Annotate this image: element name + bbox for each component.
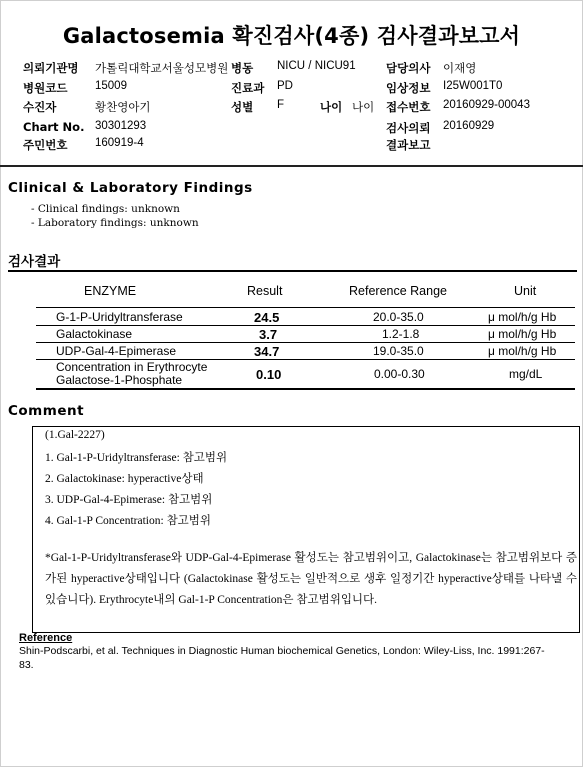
chart-no-value: 30301293 [95,120,147,132]
col-header-result: Result [247,284,283,298]
col-header-range: Reference Range [349,284,447,298]
report-date-label: 결과보고 [386,138,431,152]
row3-unit: μ mol/h/g Hb [488,344,557,358]
row3-enzyme: UDP-Gal-4-Epimerase [56,344,177,358]
col-header-enzyme: ENZYME [84,284,137,298]
ward-label: 병동 [231,61,254,75]
row1-range: 20.0-35.0 [373,310,424,324]
col-header-unit: Unit [514,284,537,298]
chart-no-label: Chart No. [23,120,85,134]
hospital-code-value: 15009 [95,80,127,92]
doctor-value: 이재영 [443,61,477,75]
reference-heading: Reference [19,632,73,644]
table-bottom-rule [36,388,575,390]
comment-line: 1. Gal-1-P-Uridyltransferase: 참고범위 [45,452,228,464]
clinical-findings: - Clinical findings: unknown [31,203,180,215]
report-title: Galactosemia 확진검사(4종) 검사결과보고서 [62,24,521,48]
results-heading: 검사결과 [8,254,61,270]
row3-range: 19.0-35.0 [373,344,424,358]
request-date-value: 20160929 [443,120,495,132]
row3-result: 34.7 [254,344,280,359]
row2-enzyme: Galactokinase [56,327,133,341]
comment-line: (1.Gal-2227) [45,429,105,441]
hospital-code-label: 병원코드 [23,81,68,95]
ward-value: NICU / NICU91 [277,60,356,72]
results-top-rule [8,270,577,272]
comment-line: 2. Galactokinase: hyperactive상태 [45,473,204,485]
row1-enzyme: G-1-P-Uridyltransferase [56,310,183,324]
clinical-info-value: I25W001T0 [443,80,503,92]
sex-value: F [277,99,285,111]
institution-value: 가톨릭대학교서울성모병원 [95,61,229,75]
row4-result: 0.10 [256,367,282,382]
table-rule [36,325,575,326]
clinical-info-label: 임상정보 [386,81,431,95]
dept-value: PD [277,80,293,92]
specimen-label: 수진자 [23,100,57,114]
header-divider [0,165,583,167]
age-value: 나이 [352,100,375,114]
reference-text: Shin-Podscarbi, et al. Techniques in Diagnostic Human biochemical Genetics, London: Wiley-Liss, Inc. 1991:267-83. [19,645,545,671]
laboratory-findings: - Laboratory findings: unknown [31,217,199,229]
row2-unit: μ mol/h/g Hb [488,327,557,341]
row1-result: 24.5 [254,310,280,325]
row4-unit: mg/dL [509,367,543,381]
institution-label: 의뢰기관명 [23,61,79,75]
receipt-no-value: 20160929-00043 [443,99,530,111]
specimen-value: 황찬영아기 [95,100,151,114]
findings-heading: Clinical & Laboratory Findings [8,180,253,196]
id-no-label: 주민번호 [23,138,68,152]
table-rule [36,307,575,308]
receipt-no-label: 접수번호 [386,100,431,114]
id-no-value: 160919-4 [95,137,144,149]
doctor-label: 담당의사 [386,61,431,75]
comment-heading: Comment [8,403,85,419]
age-label: 나이 [320,100,343,114]
comment-paragraph: *Gal-1-P-Uridyltransferase와 UDP-Gal-4-Epimerase 활성도는 참고범위이고, Galactokinase는 참고범위보다 증가된 hyperactive상태입니다 (Galactokinase 활성도는 일반적으로 생후 일정기간 hyperactive상태를 나타낼 수 있습니다). Erythrocyte내의 Gal-1-P Concentration은 참고범위입니다. [45,552,577,606]
row4-range: 0.00-0.30 [374,367,425,381]
dept-label: 진료과 [231,81,265,95]
row4-enzyme-line1: Concentration in Erythrocyte [56,360,208,374]
request-date-label: 검사의뢰 [386,121,431,135]
row1-unit: μ mol/h/g Hb [488,310,557,324]
table-rule [36,342,575,343]
row2-result: 3.7 [259,327,278,342]
sex-label: 성별 [231,100,254,114]
row4-enzyme-line2: Galactose-1-Phosphate [56,373,183,387]
comment-line: 4. Gal-1-P Concentration: 참고범위 [45,515,212,527]
comment-line: 3. UDP-Gal-4-Epimerase: 참고범위 [45,494,213,506]
row2-range: 1.2-1.8 [382,327,420,341]
